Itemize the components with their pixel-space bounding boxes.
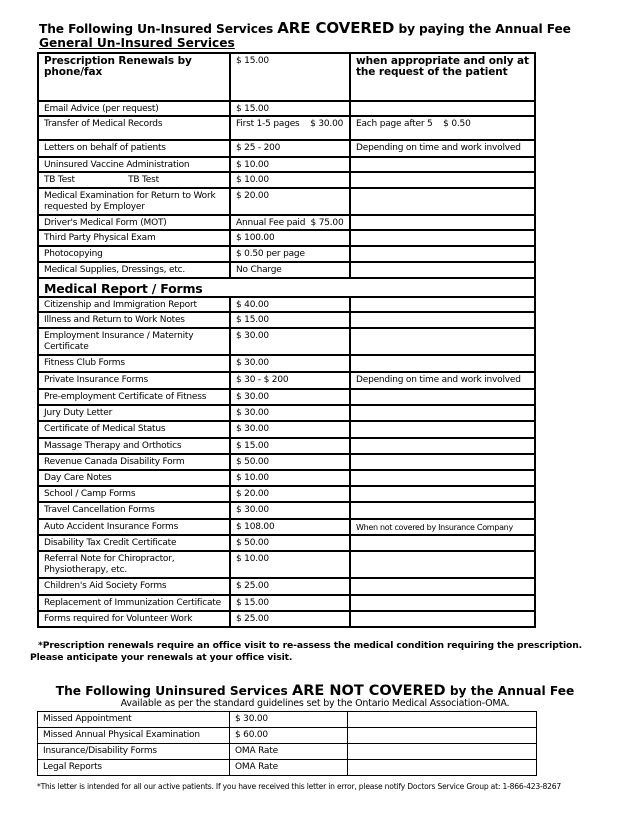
prescription-note: *Prescription renewals require an office visit to re-assess the medical condition requiring the prescription. Please anticipate your renewals at your office visit. xyxy=(30,640,583,663)
note-cell xyxy=(350,578,535,595)
fee-cell: $ 10.00 xyxy=(230,470,350,486)
note-cell xyxy=(350,355,535,372)
fee-cell: $ 30.00 xyxy=(230,355,350,372)
table-row xyxy=(38,53,535,101)
service-cell: Missed Appointment xyxy=(38,712,230,728)
fee-cell: Annual Fee paid $ 75.00 xyxy=(230,215,350,230)
note-cell xyxy=(348,744,537,760)
note-cell: Depending on time and work involved xyxy=(350,140,535,157)
service-cell: Insurance/Disability Forms xyxy=(38,744,230,760)
note-cell xyxy=(348,760,537,776)
table-row xyxy=(38,595,535,611)
service-cell: Transfer of Medical Records xyxy=(38,116,230,140)
note-cell xyxy=(350,230,535,246)
note-cell xyxy=(350,215,535,230)
note-cell: when appropriate and only at the request of the patient xyxy=(350,53,535,101)
fee-cell: $ 60.00 xyxy=(230,728,348,744)
table-row xyxy=(38,728,537,744)
footer-phone: 1-866-423-8267 xyxy=(502,782,562,791)
note-cell xyxy=(350,454,535,470)
not-covered-heading-suffix: by the Annual Fee xyxy=(445,684,575,698)
fee-cell: $ 50.00 xyxy=(230,454,350,470)
table-row xyxy=(38,246,535,262)
note-cell xyxy=(350,101,535,116)
table-row xyxy=(38,262,535,278)
note-cell xyxy=(350,188,535,215)
not-covered-services-table xyxy=(37,711,537,776)
not-covered-heading-emphasis: ARE NOT COVERED xyxy=(292,683,446,699)
note-cell xyxy=(350,262,535,278)
table-row xyxy=(38,712,537,728)
forms-section-title: Medical Report / Forms xyxy=(38,278,535,297)
fee-cell: $ 40.00 xyxy=(230,297,350,312)
covered-services-table xyxy=(37,52,536,628)
note-cell xyxy=(348,712,537,728)
table-row xyxy=(38,215,535,230)
note-cell: Each page after 5 $ 0.50 xyxy=(350,116,535,140)
note-cell xyxy=(350,611,535,627)
service-cell: Jury Duty Letter xyxy=(38,405,230,421)
table-row xyxy=(38,140,535,157)
covered-heading-emphasis: ARE COVERED xyxy=(277,19,395,37)
table-row xyxy=(38,454,535,470)
service-cell: Replacement of Immunization Certificate xyxy=(38,595,230,611)
fee-cell: $ 30.00 xyxy=(230,421,350,438)
fee-cell: $ 15.00 xyxy=(230,53,350,101)
note-cell xyxy=(350,535,535,551)
fee-cell: OMA Rate xyxy=(230,760,348,776)
fee-cell: $ 25 - 200 xyxy=(230,140,350,157)
fee-cell: $ 15.00 xyxy=(230,312,350,328)
table-row xyxy=(38,355,535,372)
fee-cell: $ 10.00 xyxy=(230,172,350,188)
table-row xyxy=(38,535,535,551)
service-cell: Driver's Medical Form (MOT) xyxy=(38,215,230,230)
fee-cell: $ 25.00 xyxy=(230,611,350,627)
service-cell: Photocopying xyxy=(38,246,230,262)
fee-cell: $ 20.00 xyxy=(230,188,350,215)
table-row xyxy=(38,438,535,454)
service-cell: Private Insurance Forms xyxy=(38,372,230,389)
fee-cell: No Charge xyxy=(230,262,350,278)
fee-cell: $ 15.00 xyxy=(230,438,350,454)
table-row xyxy=(38,405,535,421)
section-row xyxy=(38,278,535,297)
service-cell: Massage Therapy and Orthotics xyxy=(38,438,230,454)
service-cell: Fitness Club Forms xyxy=(38,355,230,372)
table-row xyxy=(38,486,535,502)
service-cell: School / Camp Forms xyxy=(38,486,230,502)
note-cell xyxy=(350,405,535,421)
service-cell: Prescription Renewals by phone/fax xyxy=(38,53,230,101)
service-cell: Referral Note for Chiropractor, Physiotherapy, etc. xyxy=(38,551,230,578)
note-cell xyxy=(350,312,535,328)
fee-cell: OMA Rate xyxy=(230,744,348,760)
note-cell xyxy=(350,470,535,486)
footer-disclaimer xyxy=(37,782,561,791)
not-covered-heading-prefix: The Following Uninsured Services xyxy=(55,684,293,698)
service-cell: Missed Annual Physical Examination xyxy=(38,728,230,744)
fee-cell: $ 30.00 xyxy=(230,502,350,519)
fee-cell: $ 10.00 xyxy=(230,157,350,172)
table-row xyxy=(38,101,535,116)
fee-cell: $ 30.00 xyxy=(230,712,348,728)
service-cell: Travel Cancellation Forms xyxy=(38,502,230,519)
service-cell: Disability Tax Credit Certificate xyxy=(38,535,230,551)
note-cell xyxy=(350,551,535,578)
note-cell xyxy=(350,389,535,405)
note-cell xyxy=(350,502,535,519)
table-row xyxy=(38,188,535,215)
table-row xyxy=(38,470,535,486)
fee-cell: $ 25.00 xyxy=(230,578,350,595)
service-cell: Certificate of Medical Status xyxy=(38,421,230,438)
service-cell: Uninsured Vaccine Administration xyxy=(38,157,230,172)
not-covered-subtitle: Available as per the standard guidelines set by the Ontario Medical Association-OMA. xyxy=(120,698,510,709)
note-cell xyxy=(350,246,535,262)
note-cell xyxy=(350,157,535,172)
fee-cell: $ 15.00 xyxy=(230,101,350,116)
footer-text: *This letter is intended for all our active patients. If you have received this letter in error, please notify Doctors Service Group at: xyxy=(37,782,503,791)
fee-cell: $ 30.00 xyxy=(230,328,350,355)
table-row xyxy=(38,372,535,389)
service-cell: TB Test TB Test xyxy=(38,172,230,188)
service-cell: Third Party Physical Exam xyxy=(38,230,230,246)
note-cell xyxy=(350,438,535,454)
table-row xyxy=(38,172,535,188)
service-cell: Legal Reports xyxy=(38,760,230,776)
fee-cell: $ 108.00 xyxy=(230,519,350,535)
note-cell xyxy=(350,595,535,611)
fee-cell: $ 50.00 xyxy=(230,535,350,551)
table-row xyxy=(38,744,537,760)
note-cell xyxy=(350,421,535,438)
fee-cell: $ 10.00 xyxy=(230,551,350,578)
service-cell: Forms required for Volunteer Work xyxy=(38,611,230,627)
fee-cell: $ 30.00 xyxy=(230,405,350,421)
table-row xyxy=(38,157,535,172)
table-row xyxy=(38,230,535,246)
table-row xyxy=(38,297,535,312)
service-cell: Illness and Return to Work Notes xyxy=(38,312,230,328)
table-row xyxy=(38,312,535,328)
table-row xyxy=(38,116,535,140)
note-cell xyxy=(350,328,535,355)
service-cell: Letters on behalf of patients xyxy=(38,140,230,157)
table-row xyxy=(38,611,535,627)
fee-cell: $ 0.50 per page xyxy=(230,246,350,262)
fee-cell: $ 20.00 xyxy=(230,486,350,502)
note-cell xyxy=(350,297,535,312)
service-cell: Pre-employment Certificate of Fitness xyxy=(38,389,230,405)
fee-cell: $ 30.00 xyxy=(230,389,350,405)
fee-cell: $ 15.00 xyxy=(230,595,350,611)
note-cell xyxy=(348,728,537,744)
fee-cell: $ 100.00 xyxy=(230,230,350,246)
note-cell: When not covered by Insurance Company xyxy=(350,519,535,535)
service-cell: Medical Supplies, Dressings, etc. xyxy=(38,262,230,278)
table-row xyxy=(38,551,535,578)
service-cell: Revenue Canada Disability Form xyxy=(38,454,230,470)
covered-heading-prefix: The Following Un-Insured Services xyxy=(39,22,278,36)
service-cell: Day Care Notes xyxy=(38,470,230,486)
table-row xyxy=(38,519,535,535)
table-row xyxy=(38,578,535,595)
fee-cell: First 1-5 pages $ 30.00 xyxy=(230,116,350,140)
service-cell: Email Advice (per request) xyxy=(38,101,230,116)
covered-heading xyxy=(39,19,571,37)
note-cell: Depending on time and work involved xyxy=(350,372,535,389)
fee-cell: $ 30 - $ 200 xyxy=(230,372,350,389)
service-cell: Auto Accident Insurance Forms xyxy=(38,519,230,535)
table-row xyxy=(38,760,537,776)
covered-heading-suffix: by paying the Annual Fee xyxy=(394,22,571,36)
note-cell xyxy=(350,486,535,502)
not-covered-heading xyxy=(0,683,630,699)
note-cell xyxy=(350,172,535,188)
table-row xyxy=(38,421,535,438)
table-row xyxy=(38,328,535,355)
table-row xyxy=(38,502,535,519)
service-cell: Children's Aid Society Forms xyxy=(38,578,230,595)
general-section-title: General Un-Insured Services xyxy=(39,36,235,50)
service-cell: Citizenship and Immigration Report xyxy=(38,297,230,312)
service-cell: Employment Insurance / Maternity Certificate xyxy=(38,328,230,355)
table-row xyxy=(38,389,535,405)
service-cell: Medical Examination for Return to Work requested by Employer xyxy=(38,188,230,215)
